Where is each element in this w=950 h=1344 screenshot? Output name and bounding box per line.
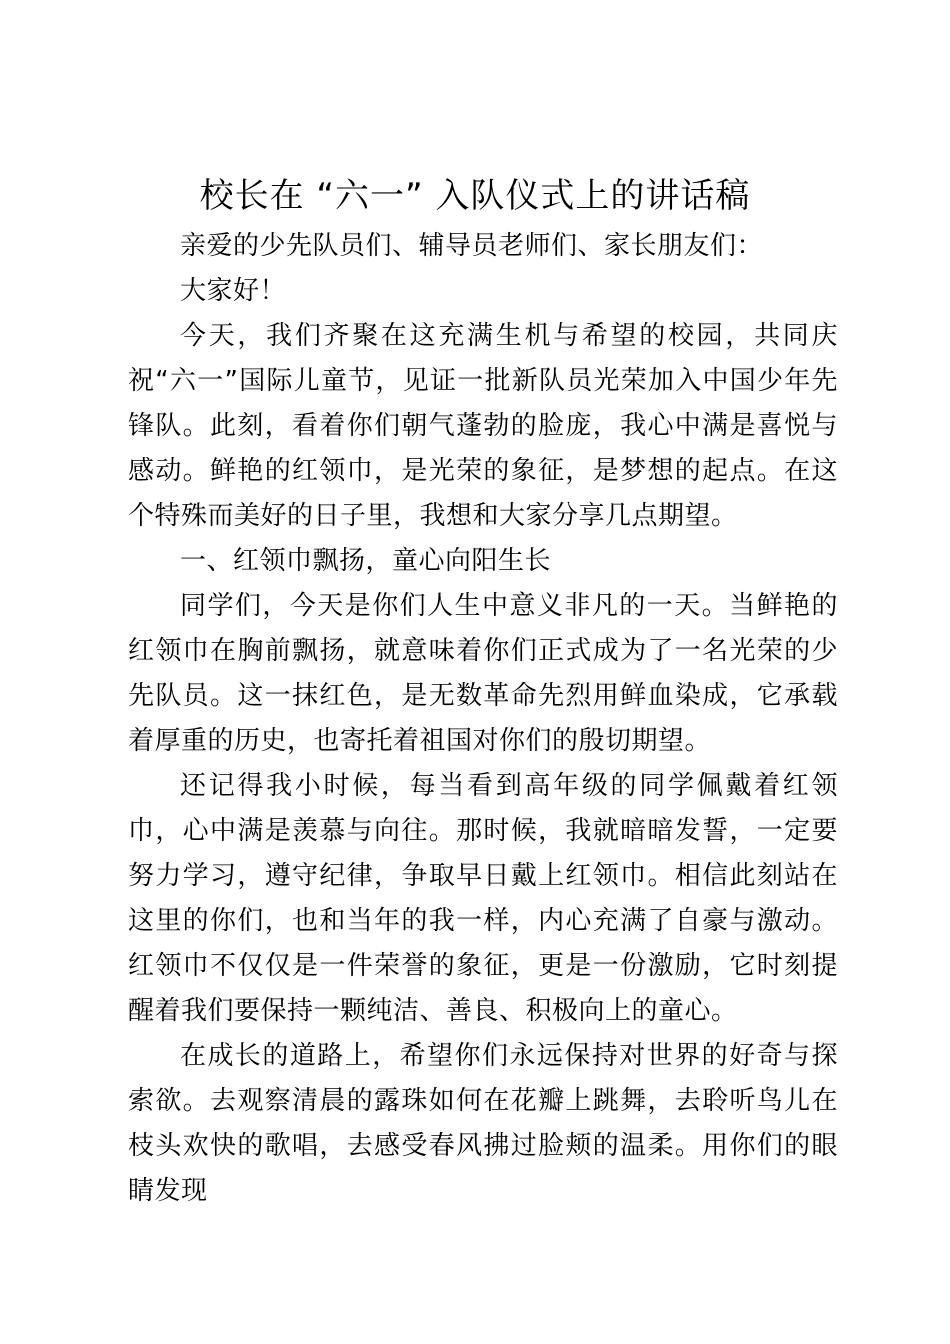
paragraph: 还记得我小时候，每当看到高年级的同学佩戴着红领巾，心中满是羡慕与向往。那时候，我就暗暗发誓，一定要努力学习，遵守纪律，争取早日戴上红领巾。相信此刻站在这里的你们，也和当年的我一样，内心充满了自豪与激动。红领巾不仅仅是一件荣誉的象征，更是一份激励，它时刻提醒着我们要保持一颗纯洁、善良、积极向上的童心。 [128,771,838,1026]
paragraph: 在成长的道路上，希望你们永远保持对世界的好奇与探索欲。去观察清晨的露珠如何在花瓣上跳舞，去聆听鸟儿在枝头欢快的歌唱，去感受春风拂过脸颊的温柔。用你们的眼睛发现 [128,1041,838,1206]
greeting: 大家好！ [180,276,287,306]
document-title: 校长在 “六一” 入队仪式上的讲话稿 [199,176,751,216]
paragraph-intro: 今天，我们齐聚在这充满生机与希望的校园，共同庆祝“六一”国际儿童节，见证一批新队员光荣加入中国少年先锋队。此刻，看着你们朝气蓬勃的脸庞，我心中满是喜悦与感动。鲜艳的红领巾，是光荣的象征，是梦想的起点。在这个特殊而美好的日子里，我想和大家分享几点期望。 [128,321,838,531]
paragraph: 同学们，今天是你们人生中意义非凡的一天。当鲜艳的红领巾在胸前飘扬，就意味着你们正式成为了一名光荣的少先队员。这一抹红色，是无数革命先烈用鲜血染成，它承载着厚重的历史，也寄托着祖国对你们的殷切期望。 [128,591,838,756]
section-heading-1: 一、红领巾飘扬，童心向阳生长 [180,546,552,576]
salutation: 亲爱的少先队员们、辅导员老师们、家长朋友们： [180,231,764,261]
document-body [128,224,838,1214]
